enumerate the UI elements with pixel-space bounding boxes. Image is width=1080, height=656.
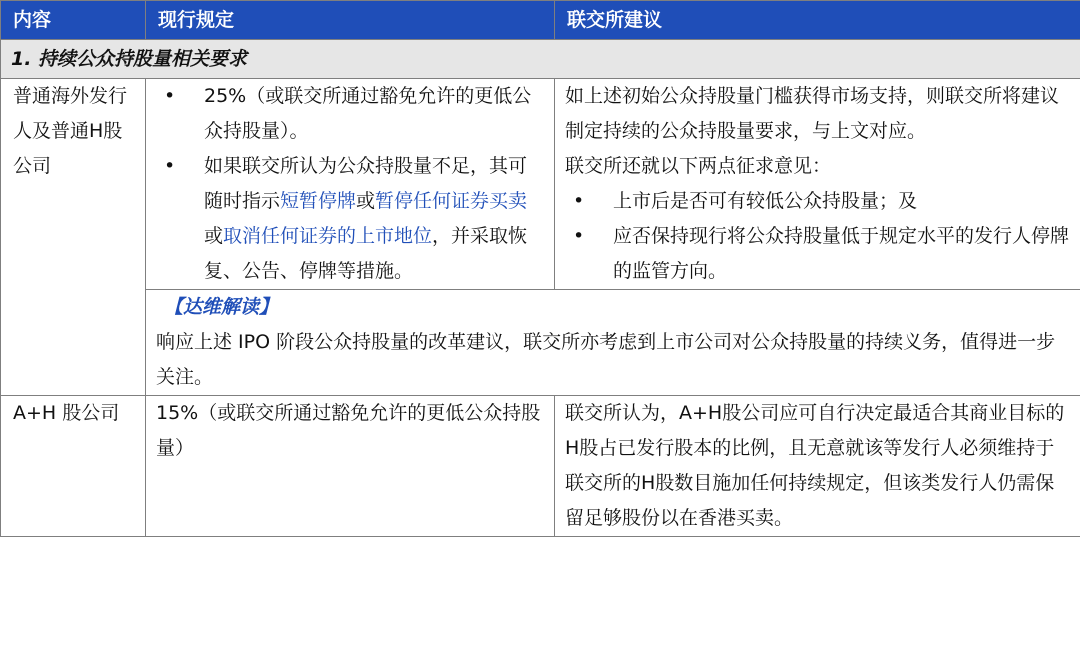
bullet-text: 上市后是否可有较低公众持股量；及 <box>613 190 918 212</box>
table-row <box>1 79 1080 290</box>
bullet-text: 如果联交所认为公众持股量不足，其可随时指示 <box>204 155 528 212</box>
proposal-paragraph: 联交所还就以下两点征求意见： <box>565 155 832 177</box>
term-delisting: 取消任何证券的上市地位 <box>223 225 433 247</box>
bullet-text: 或 <box>356 190 376 212</box>
header-exchange-proposal: 联交所建议 <box>555 1 1080 40</box>
list-item <box>156 149 544 289</box>
section-title: 1. 持续公众持股量相关要求 <box>1 40 1080 79</box>
list-item <box>156 79 544 149</box>
list-item <box>565 219 1070 289</box>
current-rules-list <box>156 79 544 289</box>
bullet-icon: • <box>573 190 585 212</box>
row-label: A+H 股公司 <box>1 396 146 537</box>
bullet-text: 25%（或联交所通过豁免允许的更低公众持股量）。 <box>204 85 532 142</box>
bullet-text: 或 <box>204 225 224 247</box>
list-item <box>565 184 1070 219</box>
current-rules-cell: 15%（或联交所通过豁免允许的更低公众持股量） <box>146 396 555 537</box>
table-row <box>1 396 1080 537</box>
interpretation-text: 响应上述 IPO 阶段公众持股量的改革建议，联交所亦考虑到上市公司对公众持股量的持续义务，值得进一步关注。 <box>156 331 1056 388</box>
header-content: 内容 <box>1 1 146 40</box>
header-current-rules: 现行规定 <box>146 1 555 40</box>
term-short-suspension: 短暂停牌 <box>280 190 357 212</box>
interpretation-cell <box>146 290 1080 396</box>
bullet-text: 应否保持现行将公众持股量低于规定水平的发行人停牌的监管方向。 <box>613 225 1070 282</box>
header-row <box>1 1 1080 40</box>
proposal-cell: 联交所认为，A+H股公司应可自行决定最适合其商业目标的H股占已发行股本的比例，且无意就该等发行人必须维持于联交所的H股数目施加任何持续规定，但该类发行人仍需保留足够股份以在香港买卖。 <box>555 396 1080 537</box>
section-row <box>1 40 1080 79</box>
current-rules-cell <box>146 79 555 290</box>
row-label: 普通海外发行人及普通H股公司 <box>1 79 146 396</box>
bullet-text: ，并采取恢复、公告、停牌等措施。 <box>204 225 528 282</box>
proposal-paragraph: 如上述初始公众持股量门槛获得市场支持，则联交所将建议制定持续的公众持股量要求，与上文对应。 <box>565 85 1060 142</box>
bullet-icon: • <box>573 225 585 247</box>
bullet-icon: • <box>164 155 176 177</box>
bullet-icon: • <box>164 85 176 107</box>
interpretation-title: 【达维解读】 <box>164 296 279 318</box>
term-trading-suspension: 暂停任何证券买卖 <box>375 190 528 212</box>
interpretation-row <box>1 290 1080 396</box>
proposal-list <box>565 184 1070 289</box>
proposal-cell <box>555 79 1080 290</box>
